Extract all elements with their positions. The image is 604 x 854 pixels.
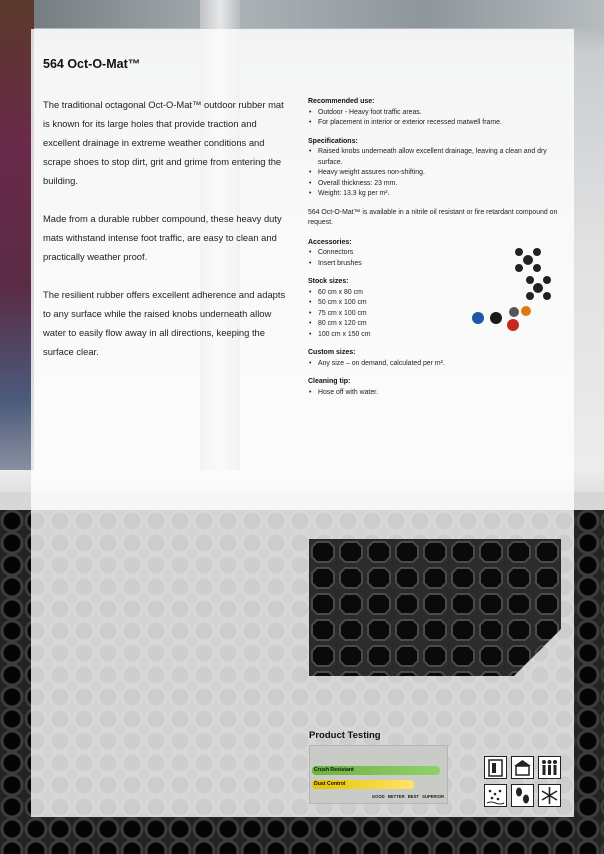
availability-note: 564 Oct-O-Mat™ is available in a nitrile oil resistant or fire retardant compound on request. [308, 208, 558, 226]
application-icons [484, 756, 562, 808]
scale-label: GOOD [371, 794, 385, 799]
dust-control-bar: Dust Control [312, 780, 414, 789]
product-testing-heading: Product Testing [309, 730, 381, 741]
list-item: • Insert brushes [318, 259, 570, 270]
intro-text [43, 95, 291, 380]
cleaning-tip-list [308, 388, 570, 399]
list-item: • Outdoor - Heavy foot traffic areas. [318, 108, 570, 119]
building-icon [511, 756, 534, 779]
specifications-heading: Specifications: [308, 137, 358, 145]
snowflake-icon [538, 784, 561, 807]
list-item: • For placement in interior or exterior recessed matwell frame. [318, 118, 570, 129]
list-item: • Hose off with water. [318, 388, 570, 399]
crush-resistant-bar: Crush Resistant [312, 766, 440, 775]
rating-scale [372, 794, 444, 799]
list-item: • Heavy weight assures non-shifting. [318, 168, 570, 179]
cleaning-tip-heading: Cleaning tip: [308, 378, 351, 385]
product-testing-chart [309, 745, 448, 804]
connector-icon [515, 248, 541, 272]
entrance-door-icon [484, 756, 507, 779]
custom-sizes-heading: Custom sizes: [308, 349, 356, 356]
rain-water-icon [484, 784, 507, 807]
list-item: • Any size – on demand, calculated per m². [318, 359, 570, 370]
list-item: • Overall thickness: 23 mm. [318, 179, 570, 190]
stock-sizes-heading: Stock sizes: [308, 278, 349, 285]
brush-icon [472, 306, 531, 331]
child-figure [0, 0, 34, 470]
connector-icon [526, 276, 551, 300]
footprints-icon [511, 784, 534, 807]
accessories-heading: Accessories: [308, 238, 352, 246]
specifications-list [308, 147, 570, 200]
list-item: • 75 cm x 100 cm [318, 309, 570, 320]
oct-o-mat-product-image [309, 539, 561, 676]
scale-label: BEST [407, 794, 419, 799]
list-item: • Raised knobs underneath allow excellent drainage, leaving a clean and dry surface. [318, 147, 570, 168]
intro-paragraph-2: Made from a durable rubber compound, these heavy duty mats withstand intense foot traffic, are easy to clean and practically weather proof. [43, 213, 282, 262]
list-item: • 80 cm x 120 cm [318, 319, 570, 330]
connectors-and-brushes-image [468, 246, 556, 336]
intro-paragraph-3: The resilient rubber offers excellent adherence and adapts to any surface while the raised knobs underneath allow water to easily flow away in all directions, keeping the surface clear. [43, 289, 286, 357]
intro-paragraph-1: The traditional octagonal Oct-O-Mat™ outdoor rubber mat is known for its large holes that provide traction and excellent drainage in extreme weather conditions and scrape shoes to stop dirt, grit and grime from entering the building. [43, 99, 284, 186]
page-title: 564 Oct-O-Mat™ [43, 57, 141, 71]
mat-body [309, 539, 561, 676]
heavy-traffic-people-icon [538, 756, 561, 779]
street-scene [0, 0, 604, 28]
list-item: • Weight: 13.3 kg per m². [318, 189, 570, 200]
list-item: • 100 cm x 150 cm [318, 330, 570, 341]
scale-label: SUPERIOR [422, 794, 444, 799]
recommended-use-list [308, 108, 570, 129]
list-item: • 60 cm x 80 cm [318, 288, 570, 299]
list-item: • Connectors [318, 248, 570, 259]
recommended-use-heading: Recommended use: [308, 98, 375, 105]
scale-label: BETTER [387, 794, 405, 799]
custom-sizes-list [308, 359, 570, 370]
list-item: • 50 cm x 100 cm [318, 298, 570, 309]
